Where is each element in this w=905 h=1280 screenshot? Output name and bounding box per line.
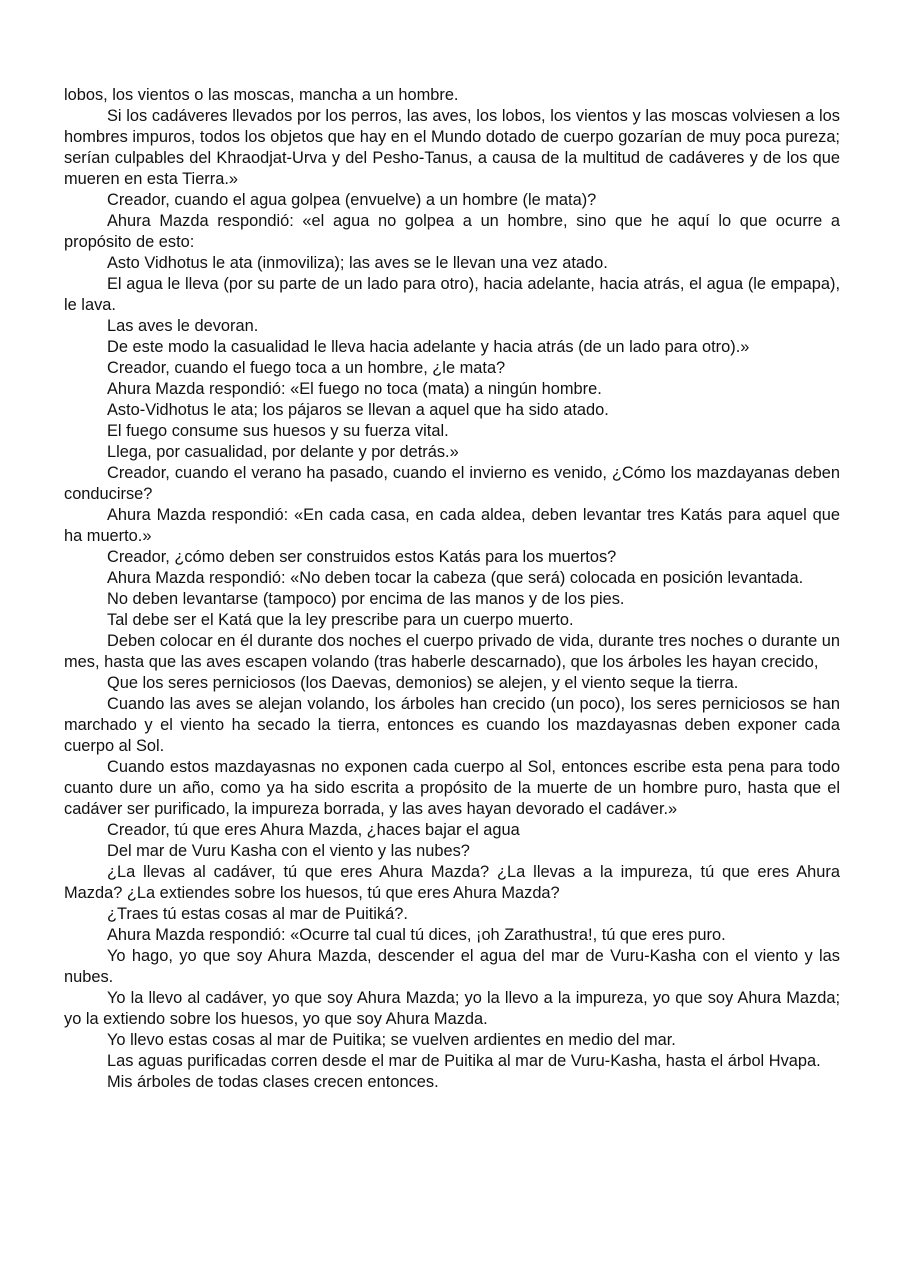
paragraph: Yo llevo estas cosas al mar de Puitika; se vuelven ardientes en medio del mar. <box>107 1031 676 1049</box>
paragraph: Creador, ¿cómo deben ser construidos estos Katás para los muertos? <box>107 548 617 566</box>
paragraph: Mis árboles de todas clases crecen entonces. <box>107 1073 439 1091</box>
paragraph: Ahura Mazda respondió: «En cada casa, en cada aldea, deben levantar tres Katás para aquel que ha muerto.» <box>64 506 840 545</box>
paragraph: Si los cadáveres llevados por los perros, las aves, los lobos, los vientos y las moscas volviesen a los hombres impuros, todos los objetos que hay en el Mundo dotado de cuerpo gozarían de muy poca pureza; serían culpables del Khraodjat-Urva y del Pesho-Tanus, a causa de la multitud de cadáveres y de los que mueren en esta Tierra.» <box>64 107 840 188</box>
document-page <box>64 85 840 1093</box>
paragraph: Creador, cuando el agua golpea (envuelve) a un hombre (le mata)? <box>107 191 597 209</box>
paragraph: Tal debe ser el Katá que la ley prescribe para un cuerpo muerto. <box>107 611 574 629</box>
paragraph: Ahura Mazda respondió: «Ocurre tal cual tú dices, ¡oh Zarathustra!, tú que eres puro. <box>107 926 726 944</box>
paragraph: Asto-Vidhotus le ata; los pájaros se llevan a aquel que ha sido atado. <box>107 401 609 419</box>
paragraph: El fuego consume sus huesos y su fuerza vital. <box>107 422 449 440</box>
paragraph: lobos, los vientos o las moscas, mancha a un hombre. <box>64 86 459 104</box>
paragraph: Creador, cuando el fuego toca a un hombre, ¿le mata? <box>107 359 506 377</box>
paragraph: Ahura Mazda respondió: «No deben tocar la cabeza (que será) colocada en posición levantada. <box>107 569 804 587</box>
paragraph: Cuando estos mazdayasnas no exponen cada cuerpo al Sol, entonces escribe esta pena para todo cuanto dure un año, como ya ha sido escrita a propósito de la muerte de un hombre puro, hasta que el cadáver ser purificado, la impureza borrada, y las aves hayan devorado el cadáver.» <box>64 758 840 818</box>
paragraph: Cuando las aves se alejan volando, los árboles han crecido (un poco), los seres perniciosos se han marchado y el viento ha secado la tierra, entonces es cuando los mazdayasnas deben exponer cada cuerpo al Sol. <box>64 695 840 755</box>
paragraph: Deben colocar en él durante dos noches el cuerpo privado de vida, durante tres noches o durante un mes, hasta que las aves escapen volando (tras haberle descarnado), que los árboles les hayan crecido, <box>64 632 840 671</box>
paragraph: Las aves le devoran. <box>107 317 259 335</box>
paragraph: Asto Vidhotus le ata (inmoviliza); las aves se le llevan una vez atado. <box>107 254 608 272</box>
paragraph: ¿Traes tú estas cosas al mar de Puitiká?. <box>107 905 408 923</box>
paragraph: Yo hago, yo que soy Ahura Mazda, descender el agua del mar de Vuru-Kasha con el viento y las nubes. <box>64 947 840 986</box>
paragraph: Creador, tú que eres Ahura Mazda, ¿haces bajar el agua <box>107 821 520 839</box>
paragraph: ¿La llevas al cadáver, tú que eres Ahura Mazda? ¿La llevas a la impureza, tú que eres Ahura Mazda? ¿La extiendes sobre los huesos, tú que eres Ahura Mazda? <box>64 863 840 902</box>
paragraph: Creador, cuando el verano ha pasado, cuando el invierno es venido, ¿Cómo los mazdayanas deben conducirse? <box>64 464 840 503</box>
paragraph: Que los seres perniciosos (los Daevas, demonios) se alejen, y el viento seque la tierra. <box>107 674 739 692</box>
paragraph: No deben levantarse (tampoco) por encima de las manos y de los pies. <box>107 590 625 608</box>
paragraph: De este modo la casualidad le lleva hacia adelante y hacia atrás (de un lado para otro).» <box>107 338 750 356</box>
paragraph: Las aguas purificadas corren desde el mar de Puitika al mar de Vuru-Kasha, hasta el árbol Hvapa. <box>107 1052 821 1070</box>
paragraph: Del mar de Vuru Kasha con el viento y las nubes? <box>107 842 470 860</box>
paragraph: Yo la llevo al cadáver, yo que soy Ahura Mazda; yo la llevo a la impureza, yo que soy Ahura Mazda; yo la extiendo sobre los huesos, yo que soy Ahura Mazda. <box>64 989 840 1028</box>
paragraph: Ahura Mazda respondió: «El fuego no toca (mata) a ningún hombre. <box>107 380 602 398</box>
paragraph: Llega, por casualidad, por delante y por detrás.» <box>107 443 459 461</box>
paragraph: El agua le lleva (por su parte de un lado para otro), hacia adelante, hacia atrás, el agua (le empapa), le lava. <box>64 275 840 314</box>
paragraph: Ahura Mazda respondió: «el agua no golpea a un hombre, sino que he aquí lo que ocurre a propósito de esto: <box>64 212 840 251</box>
